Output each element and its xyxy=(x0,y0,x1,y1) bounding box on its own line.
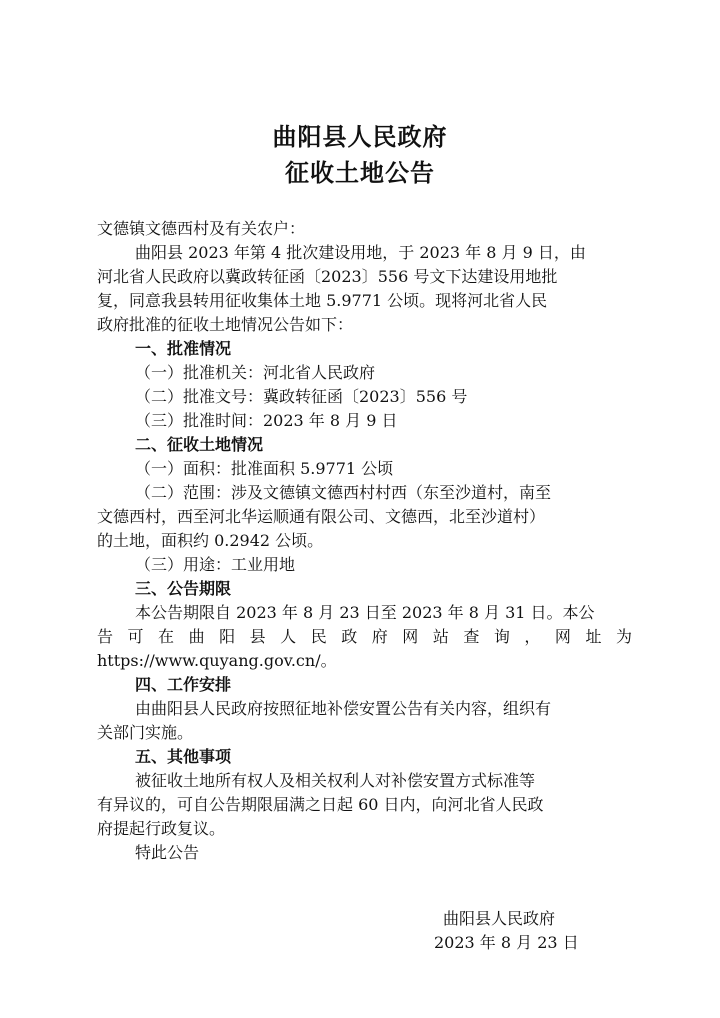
approval-authority: （一）批准机关：河北省人民政府 xyxy=(135,363,376,382)
salutation: 文德镇文德西村及有关农户： xyxy=(97,219,306,238)
land-scope-line: 文德西村，西至河北华运顺通有限公司、文德西，北至沙道村） xyxy=(97,507,546,526)
section-heading-arrangement: 四、工作安排 xyxy=(135,675,232,694)
land-use: （三）用途：工业用地 xyxy=(135,555,296,574)
land-scope-line: 的土地，面积约 0.2942 公顷。 xyxy=(97,531,324,550)
intro-paragraph-line: 曲阳县 2023 年第 4 批次建设用地，于 2023 年 8 月 9 日，由 xyxy=(135,243,586,262)
approval-date: （三）批准时间：2023 年 8 月 9 日 xyxy=(135,411,398,430)
intro-paragraph-line: 复，同意我县转用征收集体土地 5.9771 公顷。现将河北省人民 xyxy=(97,291,548,310)
section-heading-approval: 一、批准情况 xyxy=(135,339,232,358)
signature-organization: 曲阳县人民政府 xyxy=(443,909,556,928)
intro-paragraph-line: 河北省人民政府以冀政转征函〔2023〕556 号文下达建设用地批 xyxy=(97,267,558,286)
section-heading-period: 三、公告期限 xyxy=(135,579,232,598)
period-line: 告可在曲阳县人民政府网站查询，网址为 xyxy=(97,627,632,646)
signature-date: 2023 年 8 月 23 日 xyxy=(434,933,579,952)
other-matters-line: 有异议的，可自公告期限届满之日起 60 日内，向河北省人民政 xyxy=(97,795,544,814)
other-matters-line: 府提起行政复议。 xyxy=(97,819,226,838)
other-matters-line: 被征收土地所有权人及相关权利人对补偿安置方式标准等 xyxy=(135,771,536,790)
period-line: 本公告期限自 2023 年 8 月 23 日至 2023 年 8 月 31 日。本公 xyxy=(135,603,595,622)
document-title-issuer: 曲阳县人民政府 xyxy=(272,123,448,151)
website-url: https://www.quyang.gov.cn/。 xyxy=(97,651,337,670)
land-scope-line: （二）范围：涉及文德镇文德西村村西（东至沙道村，南至 xyxy=(135,483,552,502)
closing-phrase: 特此公告 xyxy=(135,843,200,862)
approval-document-number: （二）批准文号：冀政转征函〔2023〕556 号 xyxy=(135,387,468,406)
document-title-subject: 征收土地公告 xyxy=(285,159,435,187)
arrangement-line: 关部门实施。 xyxy=(97,723,194,742)
section-heading-other: 五、其他事项 xyxy=(135,747,232,766)
section-heading-land: 二、征收土地情况 xyxy=(135,435,264,454)
intro-paragraph-line: 政府批准的征收土地情况公告如下： xyxy=(97,315,354,334)
arrangement-line: 由曲阳县人民政府按照征地补偿安置公告有关内容，组织有 xyxy=(135,699,552,718)
land-area: （一）面积：批准面积 5.9771 公顷 xyxy=(135,459,394,478)
